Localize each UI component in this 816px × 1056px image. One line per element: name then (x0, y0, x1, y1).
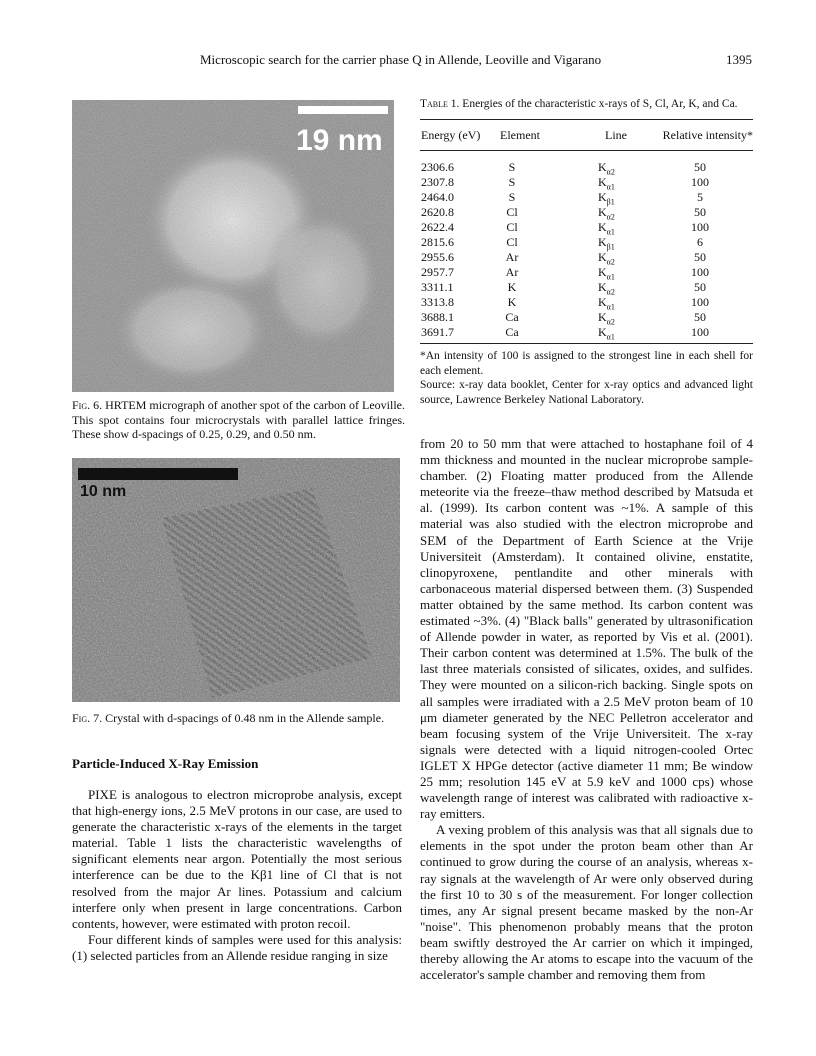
section-heading: Particle-Induced X-Ray Emission (72, 756, 259, 771)
table-cell-line: $K_{\alpha 1}$ (598, 175, 615, 192)
line-subscript: α1 (606, 332, 615, 342)
figure-7-caption (72, 711, 405, 726)
running-title: Microscopic search for the carrier phase Q in Allende, Leoville and Vigarano (200, 52, 602, 67)
table-cell-energy: 2307.8 (421, 175, 454, 189)
line-subscript: α2 (606, 167, 615, 177)
table-cell-intensity: 50 (694, 160, 706, 174)
page-number: 1395 (726, 52, 752, 67)
table-footnote: *An intensity of 100 is assigned to the strongest line in each shell for each element. (420, 350, 753, 377)
table-cell-intensity: 100 (691, 175, 709, 189)
line-subscript: α1 (606, 227, 615, 237)
table-cell-line: $K_{\alpha 2}$ (598, 205, 615, 222)
table-row (420, 235, 753, 250)
table-cell-energy: 3311.1 (421, 280, 454, 294)
table-cell-line: $K_{\alpha 1}$ (598, 295, 615, 312)
table-top-rule (420, 119, 753, 120)
line-subscript: α1 (606, 272, 615, 282)
table-cell-intensity: 50 (694, 205, 706, 219)
table-cell-line: $K_{\alpha 1}$ (598, 265, 615, 282)
table-cell-intensity: 50 (694, 310, 706, 324)
table-cell-energy: 2622.4 (421, 220, 454, 234)
table-cell-intensity: 100 (691, 295, 709, 309)
table-cell-energy: 2815.6 (421, 235, 454, 249)
table-cell-element: Cl (506, 205, 518, 219)
table-body (420, 160, 753, 340)
table-cell-energy: 3688.1 (421, 310, 454, 324)
figure-7-micrograph (72, 458, 400, 702)
figure-6-label: Fig. 6. (72, 398, 103, 412)
table-cell-element: Ar (505, 250, 519, 264)
left-column-text (72, 787, 402, 964)
table-cell-energy: 2955.6 (421, 250, 454, 264)
table-header-line: Line (605, 128, 627, 142)
table-cell-intensity: 100 (691, 220, 709, 234)
table-header-row (420, 128, 753, 144)
figure-7-image (72, 458, 400, 702)
paragraph: PIXE is analogous to electron microprobe analysis, except that high-energy ions, 2.5 MeV protons in our case, are used to generate the characteristic x-rays of the elements in the target material. Table 1 lists the characteristic wavelengths of significant elements near argon. Potentially the most serious interference can be due to the Kβ1 line of Cl that is not resolved from the major Ar lines. Potassium and calcium interfere only when present in large concentrations. Carbon contents, however, were estimated with proton recoil. (72, 787, 402, 931)
line-subscript: β1 (606, 242, 615, 252)
table-cell-line: $K_{\alpha 2}$ (598, 280, 615, 297)
table-cell-intensity: 6 (697, 235, 703, 249)
line-subscript: α2 (606, 212, 615, 222)
table-cell-energy: 2620.8 (421, 205, 454, 219)
line-subscript: α1 (606, 302, 615, 312)
table-source: Source: x-ray data booklet, Center for x-ray optics and advanced light source, Lawrence Berkeley National Laboratory. (420, 379, 753, 406)
table-header-energy: Energy (eV) (421, 128, 481, 142)
table-row (420, 295, 753, 310)
paragraph: from 20 to 50 mm that were attached to hostaphane foil of 4 mm thickness and mounted in the nuclear microprobe sample-chamber. (2) Floating matter produced from the Allende meteorite via the freeze–thaw method described by Matsuda et al. (1999). Its carbon content was ~1%. A sample of this material was also studied with the electron microprobe and SEM of the Department of Earth Science at the Vrije Universiteit (Amsterdam). It contained olivine, enstatite, clinopyroxene, pentlandite and other minerals with carbonaceous material dispersed between them. (3) Suspended matter obtained by the same method. Its carbon content was estimated ~3%. (4) "Black balls" generated by ultrasonification of Allende powder in water, as reported by Vis et al. (2001). Their carbon content was determined at 1.5%. The bulk of the last three materials consisted of silicates, oxides, and sulfides. They were mounted on a silicon-rich backing. Single spots on all samples were irradiated with a 2.5 MeV proton beam of 10 μm diameter generated by the NEC Pelletron accelerator and beam focusing system of the Vrije Universiteit. The x-ray signals were detected with a liquid nitrogen-cooled Ortec IGLET X HPGe detector (active diameter 11 mm; Be window 25 mm; resolution 145 eV at 5.9 keV and 1000 cps) whose wavelength range of interest was calibrated with radioactive x-ray emitters. (420, 436, 753, 822)
table-row (420, 265, 753, 280)
table-row (420, 160, 753, 175)
table-row (420, 220, 753, 235)
table-notes (420, 349, 753, 407)
figure-7-label: Fig. 7. (72, 711, 103, 725)
table-cell-line: $K_{\alpha 1}$ (598, 325, 615, 342)
table-cell-element: Ca (505, 310, 519, 324)
table-cell-element: K (507, 295, 517, 309)
table-cell-element: Ca (505, 325, 519, 339)
table-header-element: Element (500, 128, 540, 142)
table-cell-line: $K_{\alpha 1}$ (598, 220, 615, 237)
table-cell-intensity: 5 (697, 190, 703, 204)
table-cell-element: K (507, 280, 517, 294)
table-cell-energy: 2957.7 (421, 265, 454, 279)
table-header-rule (420, 150, 753, 151)
table-cell-energy: 3313.8 (421, 295, 454, 309)
table-row (420, 190, 753, 205)
table-1-label: Table 1. (420, 98, 460, 110)
table-cell-element: Cl (506, 220, 518, 234)
line-subscript: α2 (606, 317, 615, 327)
table-bottom-rule (420, 343, 753, 344)
table-cell-intensity: 100 (691, 325, 709, 339)
table-1-caption (420, 98, 760, 110)
table-cell-energy: 3691.7 (421, 325, 454, 339)
line-subscript: β1 (606, 197, 615, 207)
table-cell-line: $K_{\alpha 2}$ (598, 310, 615, 327)
paragraph: A vexing problem of this analysis was that all signals due to elements in the spot under the proton beam other than Ar continued to grow during the course of an analysis, whereas x-ray signals at the wavelength of Ar were only observed during the first 10 to 30 s of the measurement. For longer collection times, any Ar signal present became masked by the non-Ar "noise". This phenomenon probably means that the proton beam swiftly destroyed the Ar carrier on which it impinged, thereby allowing the Ar atoms to escape into the vacuum of the accelerator's sample chamber and removing them from (420, 822, 753, 983)
table-cell-element: S (508, 190, 516, 204)
table-1-title: Energies of the characteristic x-rays of S, Cl, Ar, K, and Ca. (462, 98, 738, 110)
line-subscript: α1 (606, 182, 615, 192)
table-cell-intensity: 50 (694, 250, 706, 264)
line-subscript: α2 (606, 287, 615, 297)
figure-7-scale-label: 10 nm (80, 483, 127, 500)
table-cell-energy: 2464.0 (421, 190, 454, 204)
table-row (420, 205, 753, 220)
table-cell-intensity: 50 (694, 280, 706, 294)
table-cell-element: S (508, 160, 516, 174)
table-header-intensity: Relative intensity* (662, 128, 753, 142)
table-row (420, 310, 753, 325)
figure-6-caption-text: HRTEM micrograph of another spot of the carbon of Leoville. This spot contains four microcrystals with parallel lattice fringes. These show d-spacings of 0.25, 0.29, and 0.50 nm. (72, 398, 406, 441)
table-cell-line: $K_{\alpha 2}$ (598, 250, 615, 267)
table-cell-element: S (508, 175, 516, 189)
table-row (420, 325, 753, 340)
table-cell-element: Cl (506, 235, 518, 249)
table-cell-line: $K_{\alpha 2}$ (598, 160, 615, 177)
figure-6-caption (72, 398, 405, 442)
right-column-text (420, 436, 753, 983)
paragraph: Four different kinds of samples were used for this analysis: (1) selected particles from an Allende residue ranging in size (72, 931, 402, 963)
table-cell-line: $K_{\beta 1}$ (598, 190, 615, 207)
table-row (420, 175, 753, 190)
table-row (420, 250, 753, 265)
figure-6-micrograph (72, 100, 394, 392)
table-row (420, 280, 753, 295)
table-cell-line: $K_{\beta 1}$ (598, 235, 615, 252)
table-cell-intensity: 100 (691, 265, 709, 279)
table-cell-energy: 2306.6 (421, 160, 454, 174)
figure-6-image (72, 100, 394, 392)
line-subscript: α2 (606, 257, 615, 267)
figure-6-scale-label: 19 nm (296, 124, 383, 157)
figure-7-caption-text: Crystal with d-spacings of 0.48 nm in the Allende sample. (105, 711, 385, 725)
table-cell-element: Ar (505, 265, 519, 279)
